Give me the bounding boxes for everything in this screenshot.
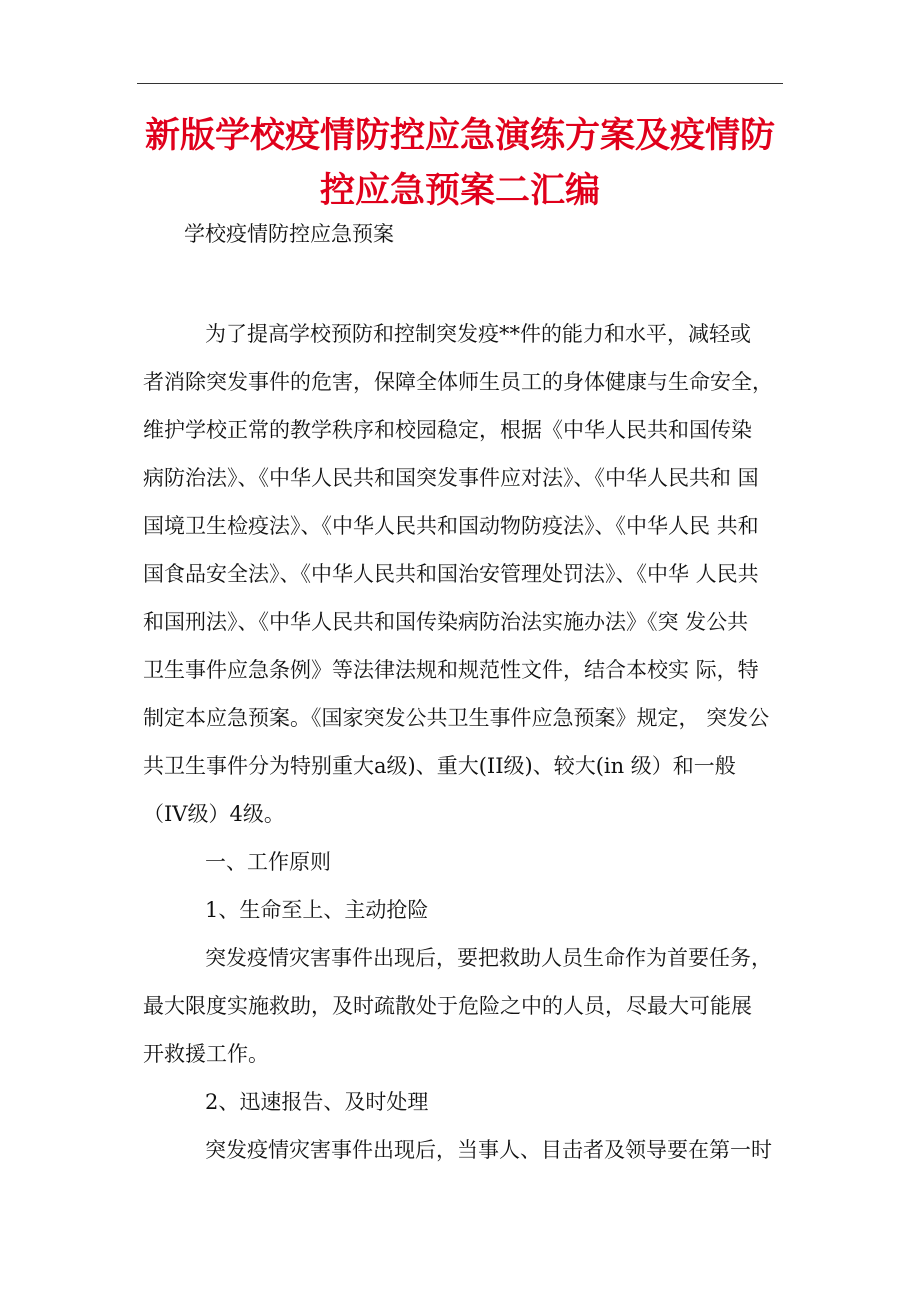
header-rule bbox=[137, 83, 783, 84]
body-line: 一、工作原则 bbox=[205, 850, 331, 874]
body-line: 制定本应急预案。《国家突发公共卫生事件应急预案》规定， 突发公 bbox=[143, 706, 770, 730]
body-line: 1、生命至上、主动抢险 bbox=[205, 898, 429, 922]
body-line: 国境卫生检疫法》、《中华人民共和国动物防疫法》、《中华人民 共和 bbox=[143, 514, 759, 538]
title-line-2: 控应急预案二汇编 bbox=[319, 170, 600, 211]
body-line: 者消除突发事件的危害，保障全体师生员工的身体健康与生命安全， bbox=[143, 370, 773, 394]
body-line: 卫生事件应急条例》等法律法规和规范性文件，结合本校实 际，特 bbox=[143, 658, 759, 682]
body-line: 国食品安全法》、《中华人民共和国治安管理处罚法》、《中华 人民共 bbox=[143, 562, 759, 586]
body-line: 2、迅速报告、及时处理 bbox=[205, 1090, 429, 1114]
body-line: 突发疫情灾害事件出现后，要把救助人员生命作为首要任务， bbox=[205, 946, 772, 970]
section-subtitle: 学校疫情防控应急预案 bbox=[184, 222, 394, 246]
body-line: 突发疫情灾害事件出现后，当事人、目击者及领导要在第一时 bbox=[205, 1138, 772, 1162]
body-line: 为了提高学校预防和控制突发疫**件的能力和水平，减轻或 bbox=[205, 322, 751, 346]
body-line: 最大限度实施救助，及时疏散处于危险之中的人员，尽最大可能展 bbox=[143, 994, 752, 1018]
document-title bbox=[120, 108, 800, 218]
title-line-1: 新版学校疫情防控应急演练方案及疫情防 bbox=[144, 115, 775, 156]
body-line: 共卫生事件分为特别重大a级)、重大(II级)、较大(in 级）和一般 bbox=[143, 754, 736, 778]
body-line: 维护学校正常的教学秩序和校园稳定，根据《中华人民共和国传染 bbox=[143, 418, 752, 442]
body-line: （IV级）4级。 bbox=[143, 802, 285, 826]
body-line: 开救援工作。 bbox=[143, 1042, 269, 1066]
body-line: 和国刑法》、《中华人民共和国传染病防治法实施办法》《突 发公共 bbox=[143, 610, 749, 634]
body-line: 病防治法》、《中华人民共和国突发事件应对法》、《中华人民共和 国 bbox=[143, 466, 759, 490]
body-text bbox=[143, 310, 798, 1174]
